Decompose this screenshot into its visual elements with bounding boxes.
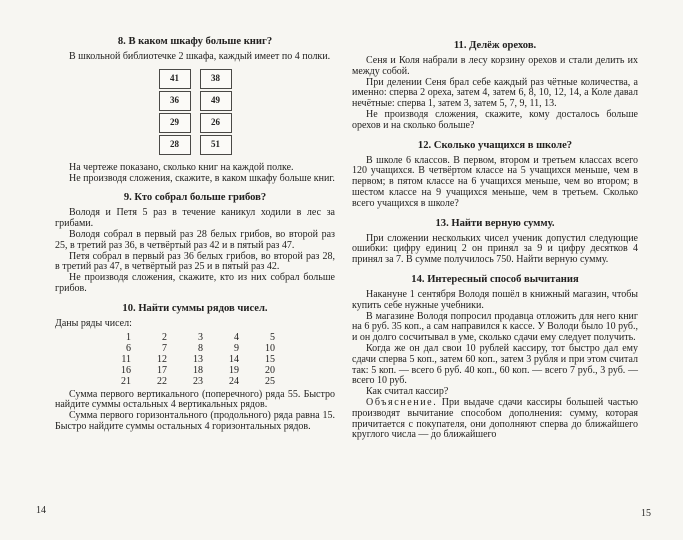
- paragraph: Не производя сложения, скажите, кто из них собрал больше грибов.: [55, 272, 335, 294]
- table-cell: 18: [193, 364, 203, 376]
- table-cell: 5: [270, 331, 275, 343]
- section-13-heading: 13. Найти верную сумму.: [435, 217, 555, 229]
- table-cell: 8: [198, 342, 203, 354]
- table-cell: 12: [157, 353, 167, 365]
- shelf-count: 28: [159, 135, 191, 155]
- shelf-count: 26: [200, 113, 232, 133]
- table-cell: 14: [229, 353, 239, 365]
- paragraph: Накануне 1 сентября Володя пошёл в книжный магазин, чтобы купить себе нужные учебники.: [352, 288, 638, 311]
- bookcase-2: [200, 69, 232, 155]
- table-cell: 10: [265, 342, 275, 354]
- paragraph: Не производя сложения, скажите, в каком шкафу больше книг.: [69, 172, 335, 184]
- explanation-paragraph: [352, 398, 638, 441]
- paragraph: В школе 6 классов. В первом, втором и третьем классах всего 120 учащихся. В четвёртом классе на 5 учащихся меньше, чем в первом; в пятом классе на 6 учащихся меньше, чем во втором; в шестом классе на 9 учащихся меньше, чем в третьем. Сколько всего учащихся в школе?: [352, 154, 638, 209]
- table-cell: 21: [121, 375, 131, 387]
- paragraph: При делении Сеня брал себе каждый раз чётные количества, а именно: сперва 2 ореха, затем 4, затем 6, 8, 10, 12, 14, а Коле давал нечётные: сперва 1, затем 3, затем 5, 7, 9, 11, 13.: [352, 76, 638, 110]
- page-number-left: 14: [36, 505, 46, 516]
- table-cell: 9: [234, 342, 239, 354]
- bookcase-diagram: [55, 69, 335, 155]
- section-9-heading: 9. Кто собрал больше грибов?: [123, 192, 267, 204]
- paragraph: В магазине Володя попросил продавца отложить для него книг на 6 руб. 35 коп., а сам направился к кассе. У Володи было 10 руб., и он долго сосчитывал в уме, сколько сдачи ему следует получить.: [352, 310, 638, 344]
- shelf-count: 38: [200, 69, 232, 89]
- page-number-right: 15: [641, 508, 651, 519]
- explanation-text: При выдаче сдачи кассиры большей частью производят вычитание способом дополнения: сумму, которая причитается с покупателя, они дополняют сперва до ближайшего круглого числа — до ближайшего: [352, 396, 639, 441]
- shelf-count: 29: [159, 113, 191, 133]
- table-cell: 3: [198, 331, 203, 343]
- section-8-heading: 8. В каком шкафу больше книг?: [117, 36, 273, 47]
- shelf-count: 36: [159, 91, 191, 111]
- paragraph: Сумма первого вертикального (поперечного) ряда 55. Быстро найдите суммы остальных 4 вертикальных рядов.: [55, 388, 335, 411]
- section-11-heading: 11. Делёж орехов.: [453, 40, 537, 51]
- paragraph: Сумма первого горизонтального (продольного) ряда равна 15. Быстро найдите суммы остальных 4 горизонтальных рядов.: [55, 410, 335, 432]
- table-cell: 1: [126, 331, 131, 343]
- page-left: [55, 36, 335, 433]
- table-cell: 22: [157, 375, 167, 387]
- section-10-heading: 10. Найти суммы рядов чисел.: [122, 302, 268, 314]
- paragraph: В школьной библиотечке 2 шкафа, каждый имеет по 4 полки.: [69, 51, 331, 62]
- table-cell: 6: [126, 342, 131, 354]
- number-rows-table: [105, 332, 285, 387]
- paragraph: Не производя сложения, скажите, кому досталось больше орехов и на сколько больше?: [352, 108, 638, 131]
- table-cell: 17: [157, 364, 167, 376]
- paragraph: При сложении нескольких чисел ученик допустил следующие ошибки: цифру единиц 2 он принял за 9 и цифру десятков 4 принял за 7. В сумме получилось 750. Найти верную сумму.: [352, 232, 638, 266]
- table-cell: 7: [162, 342, 167, 354]
- bookcase-1: [159, 69, 191, 155]
- page-right: [352, 40, 638, 441]
- shelf-count: 49: [200, 91, 232, 111]
- table-cell: 20: [265, 364, 275, 376]
- paragraph: На чертеже показано, сколько книг на каждой полке.: [69, 161, 294, 173]
- section-14-heading: 14. Интересный способ вычитания: [411, 273, 579, 285]
- table-cell: 15: [265, 353, 275, 365]
- table-cell: 19: [229, 364, 239, 376]
- table-cell: 25: [265, 375, 275, 387]
- table-cell: 13: [193, 353, 203, 365]
- shelf-count: 41: [159, 69, 191, 89]
- table-cell: 23: [193, 375, 203, 387]
- paragraph: Даны ряды чисел:: [55, 317, 132, 329]
- table-cell: 2: [162, 331, 167, 343]
- paragraph: Когда же он дал свои 10 рублей кассиру, тот быстро дал ему сдачи сперва 5 коп., затем 60 коп., затем 3 рубля и при этом считал так: 5 коп. — всего 6 руб. 40 коп., 60 коп. — всего 7 руб., 3 руб. — всего 10 руб.: [352, 342, 638, 387]
- paragraph: Володя и Петя 5 раз в течение каникул ходили в лес за грибами.: [55, 207, 335, 230]
- table-cell: 4: [234, 331, 239, 343]
- paragraph: Сеня и Коля набрали в лесу корзину орехов и стали делить их между собой.: [352, 55, 638, 77]
- shelf-count: 51: [200, 135, 232, 155]
- table-cell: 24: [229, 375, 239, 387]
- table-cell: 16: [121, 364, 131, 376]
- paragraph: Володя собрал в первый раз 28 белых грибов, во второй раз 25, в третий раз 36, в четвёртый раз 42 и в пятый раз 47.: [55, 228, 335, 251]
- paragraph: Петя собрал в первый раз 36 белых грибов, во второй раз 28, в третий раз 47, в четвёртый раз 25 и в пятый раз 42.: [55, 250, 335, 273]
- paragraph: Как считал кассир?: [366, 386, 449, 398]
- explanation-label: Объяснение.: [366, 396, 438, 408]
- section-12-heading: 12. Сколько учащихся в школе?: [417, 139, 573, 151]
- table-cell: 11: [121, 353, 131, 365]
